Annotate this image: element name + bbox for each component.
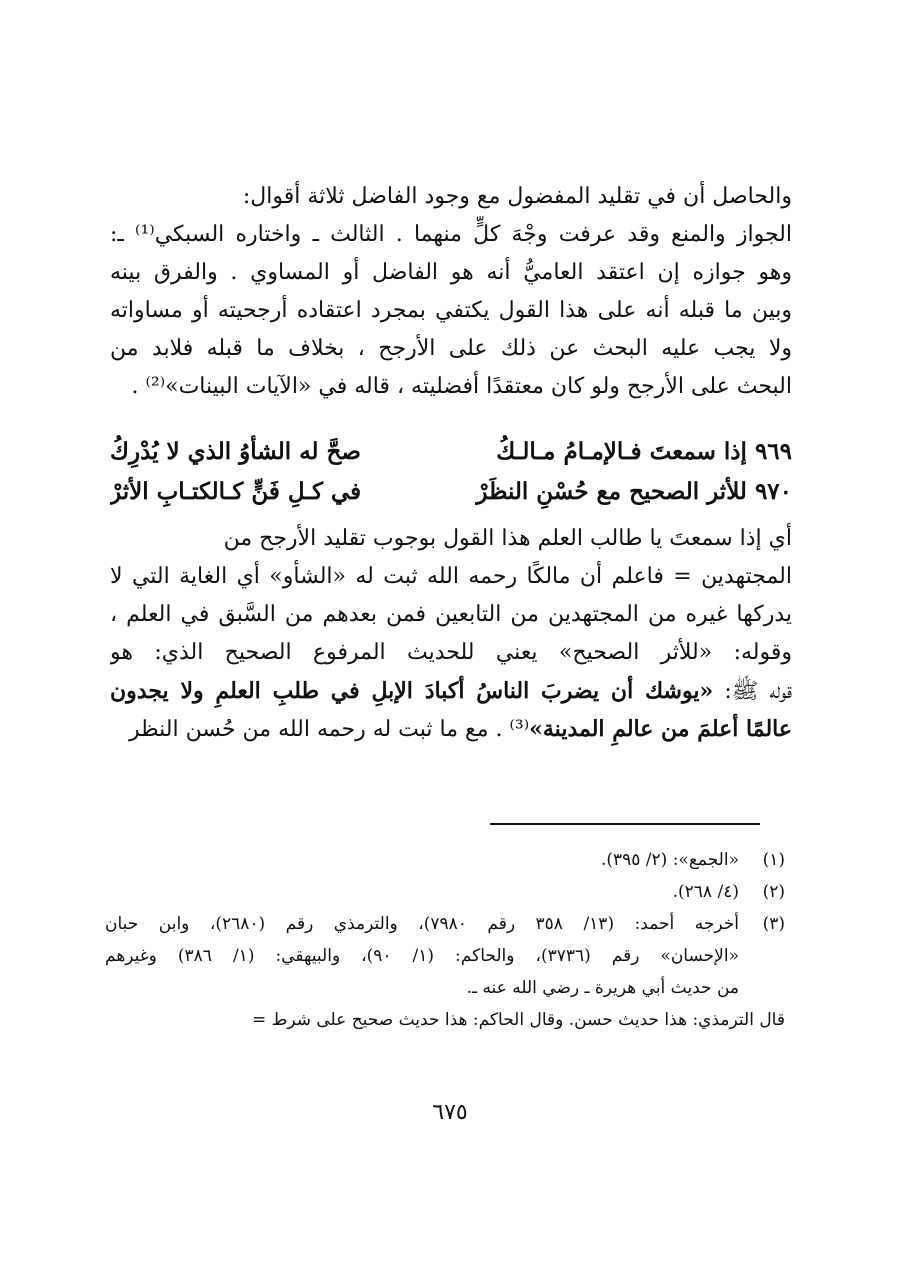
footnote-3 <box>105 908 785 1004</box>
hadith-quote-end: عالمًا أعلمَ من عالمِ المدينة» <box>529 716 792 742</box>
footnote-text: «الجمع»: (٢/ ٣٩٥). <box>600 850 739 870</box>
footnote-continuation: قال الترمذي: هذا حديث حسن. وقال الحاكم: هذا حديث صحيح على شرط = <box>251 1010 785 1030</box>
verse-second-hemistich: صحَّ له الشأوُ الذي لا يُدْرِكُ <box>110 438 361 465</box>
body-paragraph-1 <box>110 178 792 406</box>
text-line: الجواز والمنع وقد عرفت وجْهَ كلٍّ منهما . الثالث ـ واختاره السبكي⁽¹⁾ ـ: <box>110 222 792 247</box>
footnote-text: «الإحسان» رقم (٣٧٣٦)، والحاكم: (١/ ٩٠)، والبيهقي: (١/ ٣٨٦) وغيرهم <box>105 946 739 966</box>
footnote-2 <box>105 876 785 908</box>
page-number: ٦٧٥ <box>432 1100 468 1125</box>
footnote-number: (١) <box>762 850 785 870</box>
hadith-quote: «يوشك أن يضربَ الناسُ أكبادَ الإبلِ في طلبِ العلمِ ولا يجدون <box>110 678 714 704</box>
footnote-text: أخرجه أحمد: (١٣/ ٣٥٨ رقم ٧٩٨٠)، والترمذي رقم (٢٦٨٠)، وابن حبان <box>105 914 739 934</box>
text-line: وبين ما قبله أنه على هذا القول يكتفي بمجرد اعتقاده أرجحيته أو مساواته <box>110 298 792 323</box>
verse-number: ٩٧٠ <box>754 478 792 505</box>
body-paragraph-2 <box>110 520 792 748</box>
footnote-separator <box>490 823 760 825</box>
text-line: البحث على الأرجح ولو كان معتقدًا أفضليته ، قاله في «الآيات البينات»⁽²⁾ . <box>131 374 792 399</box>
footnote-number: (٣) <box>762 914 785 934</box>
text-line: وهو جوازه إن اعتقد العاميُّ أنه هو الفاضل أو المساوي . والفرق بينه <box>110 260 792 285</box>
verse-second-hemistich: في كـلِ فَنٍّ كـالكتـابِ الأثرْ <box>110 478 362 505</box>
footnotes <box>105 844 785 1036</box>
verse-block <box>110 432 792 512</box>
text-line: وقوله: «للأثر الصحيح» يعني للحديث المرفوع الصحيح الذي: هو <box>110 640 792 665</box>
text-line: أي إذا سمعتَ يا طالب العلم هذا القول بوجوب تقليد الأرجح من <box>223 526 792 551</box>
verse-number: ٩٦٩ <box>754 438 792 465</box>
footnote-text: (٤/ ٢٦٨). <box>672 882 739 902</box>
verse-970 <box>110 472 792 512</box>
text-line: والحاصل أن في تقليد المفضول مع وجود الفاضل ثلاثة أقوال: <box>242 184 792 209</box>
footnote-number: (٢) <box>762 882 785 902</box>
footnote-text: من حديث أبي هريرة ـ رضي الله عنه ـ. <box>466 978 739 998</box>
verse-first-hemistich: ٩٦٩ إذا سمعتَ فـالإمـامُ مـالـكُ <box>496 438 792 465</box>
text-line: ولا يجب عليه البحث عن ذلك على الأرجح ، بخلاف ما قبله فلابد من <box>110 336 792 361</box>
footnote-1 <box>105 844 785 876</box>
text-line: عالمًا أعلمَ من عالمِ المدينة»⁽³⁾ . مع ما ثبت له رحمه الله من حُسن النظر <box>128 716 792 742</box>
hadith-line: قوله ﷺ: «يوشك أن يضربَ الناسُ أكبادَ الإبلِ في طلبِ العلمِ ولا يجدون <box>110 678 792 704</box>
verse-first-hemistich: ٩٧٠ للأثر الصحيح مع حُسْنِ النظَرْ <box>476 478 792 505</box>
text-line: يدركها غيره من المجتهدين من التابعين فمن بعدهم من السَّبق في العلم ، <box>110 602 792 627</box>
text-line: المجتهدين = فاعلم أن مالكًا رحمه الله ثبت له «الشأو» أي الغاية التي لا <box>110 564 792 589</box>
verse-969 <box>110 432 792 472</box>
